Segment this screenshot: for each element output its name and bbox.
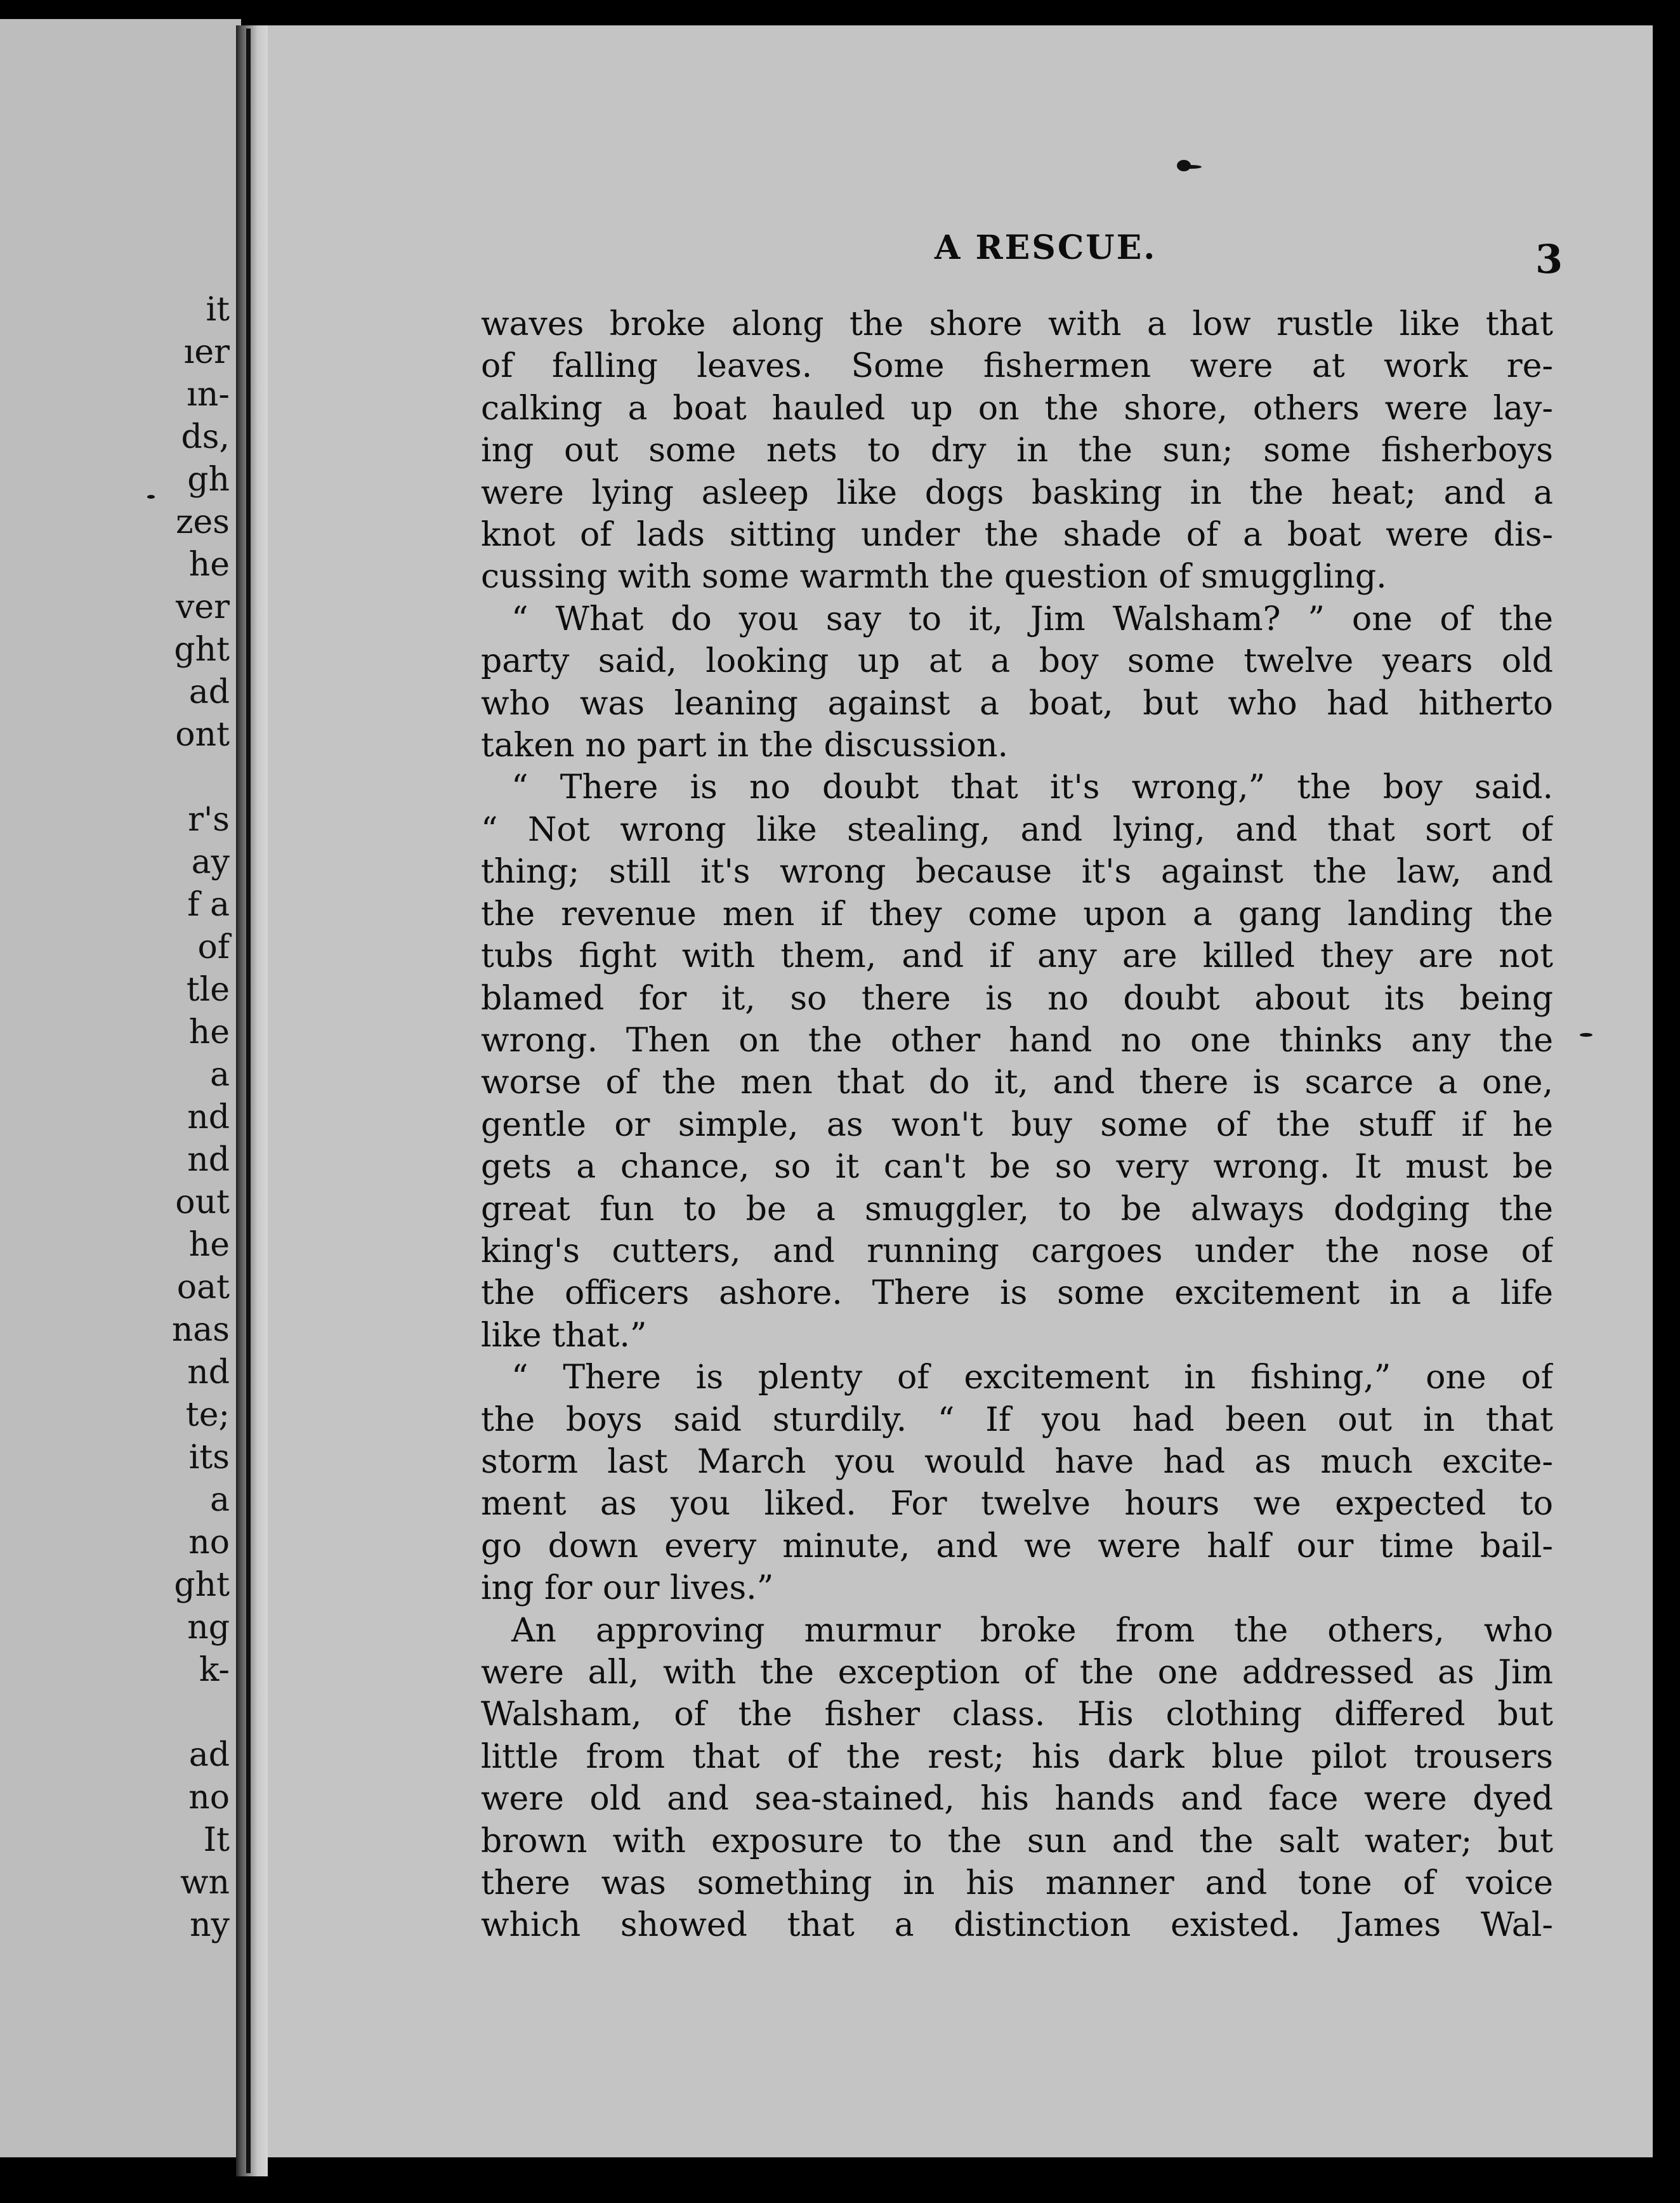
margin-fragment: ıer (183, 333, 230, 371)
margin-fragment (172, 756, 230, 799)
margin-fragment (172, 1692, 230, 1734)
text-line: “ There is plenty of excitement in fishing,” one of (511, 1358, 1553, 1397)
margin-fragment: ght (174, 1566, 230, 1604)
margin-fragment: ght (174, 631, 230, 669)
margin-fragment: zes (176, 503, 230, 541)
text-line: “ There is no doubt that it's wrong,” the boy said. (511, 768, 1553, 807)
text-line: wrong. Then on the other hand no one thinks any the (481, 1021, 1553, 1060)
margin-fragment: tle (186, 971, 230, 1009)
margin-fragment: wn (180, 1864, 230, 1902)
text-line: king's cutters, and running cargoes under the nose of (481, 1232, 1553, 1270)
text-line: Walsham, of the fisher class. His clothing differed but (481, 1695, 1553, 1734)
text-line: ment as you liked. For twelve hours we expected to (481, 1485, 1553, 1523)
text-line: of falling leaves. Some fishermen were at work re- (481, 347, 1553, 386)
running-head: A RESCUE. (935, 228, 1157, 267)
ink-speck (147, 495, 155, 499)
text-line: the revenue men if they come upon a gang landing the (481, 895, 1553, 933)
text-line: were old and sea-stained, his hands and face were dyed (481, 1780, 1553, 1818)
margin-fragment: te; (185, 1396, 230, 1434)
margin-fragment: he (188, 1226, 230, 1264)
margin-fragment: ad (188, 1736, 230, 1774)
margin-fragment: ng (187, 1608, 230, 1647)
text-line: thing; still it's wrong because it's against the law, and (481, 853, 1553, 891)
text-line: great fun to be a smuggler, to be always dodging the (481, 1190, 1553, 1228)
text-line: who was leaning against a boat, but who had hitherto (481, 684, 1553, 723)
text-line: gets a chance, so it can't be so very wrong. It must be (481, 1148, 1553, 1187)
text-line: cussing with some warmth the question of smuggling. (481, 558, 1387, 596)
margin-fragment: ın- (187, 376, 230, 414)
margin-fragment: nd (187, 1098, 230, 1136)
text-line: calking a boat hauled up on the shore, others were lay- (481, 389, 1553, 428)
margin-fragment: oat (176, 1268, 230, 1306)
text-line: waves broke along the shore with a low rustle like that (481, 305, 1553, 343)
margin-fragment: no (188, 1523, 230, 1562)
text-line: were all, with the exception of the one addressed as Jim (481, 1654, 1553, 1692)
text-line: party said, looking up at a boy some twelve years old (481, 642, 1553, 681)
text-line: which showed that a distinction existed. James Wal- (481, 1906, 1553, 1945)
margin-fragment: gh (187, 461, 230, 499)
text-line: there was something in his manner and tone of voice (481, 1864, 1553, 1903)
ink-speck (1580, 1033, 1592, 1037)
margin-fragment: f a (187, 886, 230, 924)
text-line: taken no part in the discussion. (481, 727, 1008, 765)
margin-fragment: ny (190, 1906, 230, 1944)
margin-fragment: ad (188, 673, 230, 711)
margin-fragment: k- (199, 1651, 230, 1689)
text-line: like that.” (481, 1316, 647, 1355)
margin-fragment: a (209, 1481, 230, 1519)
margin-fragment: out (175, 1183, 230, 1221)
margin-fragment: its (188, 1438, 230, 1476)
text-line: were lying asleep like dogs basking in the heat; and a (481, 473, 1553, 512)
margin-fragment: it (206, 291, 230, 329)
text-line: “ Not wrong like stealing, and lying, and that sort of (481, 810, 1553, 849)
body-text (481, 303, 1553, 1947)
margin-fragment: It (203, 1821, 230, 1859)
margin-fragment: he (188, 546, 230, 584)
text-line: ing for our lives.” (481, 1569, 774, 1608)
margin-fragment: a (209, 1056, 230, 1094)
text-line: tubs fight with them, and if any are killed they are not (481, 937, 1553, 976)
text-line: the officers ashore. There is some excitement in a life (481, 1274, 1553, 1313)
margin-fragment: nd (187, 1353, 230, 1391)
text-line: worse of the men that do it, and there is scarce a one, (481, 1063, 1553, 1102)
margin-fragment: ver (175, 588, 230, 626)
text-line: “ What do you say to it, Jim Walsham? ” one of the (511, 600, 1553, 638)
margin-fragment: of (197, 928, 230, 966)
text-line: go down every minute, and we were half our time bail- (481, 1527, 1553, 1565)
text-line: An approving murmur broke from the others, who (511, 1611, 1553, 1650)
page-number: 3 (1535, 236, 1563, 282)
text-line: storm last March you would have had as much excite- (481, 1442, 1553, 1481)
text-line: knot of lads sitting under the shade of a boat were dis- (481, 516, 1553, 555)
text-line: the boys said sturdily. “ If you had been out in that (481, 1400, 1553, 1439)
margin-fragment: no (188, 1779, 230, 1817)
ink-speck (1180, 165, 1202, 169)
text-line: ing out some nets to dry in the sun; some fisherboys (481, 431, 1553, 470)
margin-fragment: r's (188, 801, 230, 839)
margin-fragment: nas (171, 1311, 230, 1349)
margin-fragment: ds, (181, 418, 230, 456)
text-line: little from that of the rest; his dark blue pilot trousers (481, 1737, 1553, 1776)
text-line: gentle or simple, as won't buy some of the stuff if he (481, 1105, 1553, 1144)
margin-fragment: ay (191, 843, 230, 881)
margin-fragment: nd (187, 1141, 230, 1179)
margin-fragment: he (188, 1013, 230, 1051)
text-line: blamed for it, so there is no doubt about its being (481, 979, 1553, 1018)
left-facing-page (0, 19, 241, 2157)
binding-crease (246, 29, 251, 2173)
text-line: brown with exposure to the sun and the salt water; but (481, 1822, 1553, 1860)
left-page-margin-text (172, 289, 230, 1947)
book-gutter (236, 25, 268, 2176)
margin-fragment: ont (175, 716, 230, 754)
